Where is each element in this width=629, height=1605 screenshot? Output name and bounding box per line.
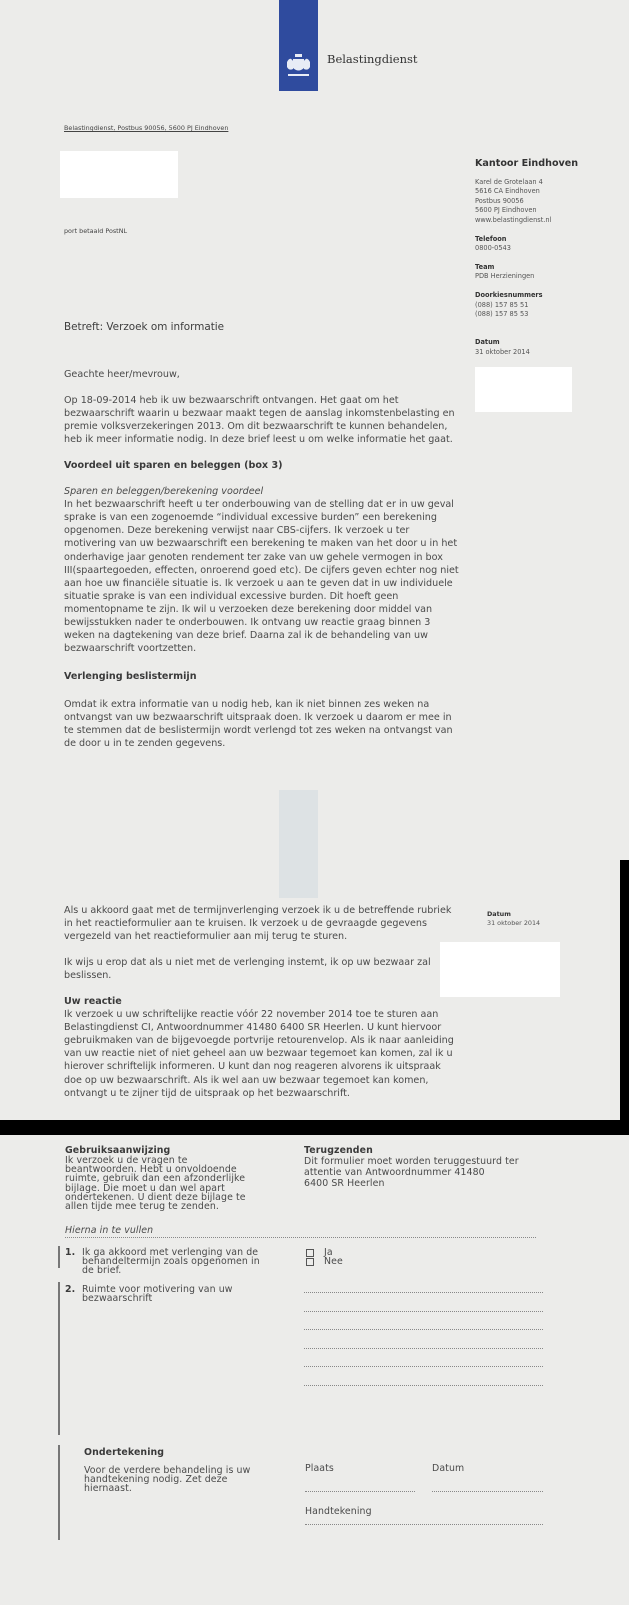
answer-line[interactable] [304, 1366, 543, 1367]
reference-redacted [440, 942, 560, 997]
date: 31 oktober 2014 [487, 919, 541, 927]
sender-block [475, 158, 578, 357]
paragraph-line: beslissen. [64, 970, 112, 982]
address-line: 5616 CA Eindhoven [475, 187, 540, 196]
section-heading: Verlenging beslistermijn [64, 670, 197, 682]
return-line: 6400 SR Heerlen [304, 1178, 385, 1189]
answer-line[interactable] [304, 1292, 543, 1293]
question-number: 2. [65, 1284, 76, 1295]
postage-note: port betaald PostNL [64, 227, 128, 235]
paragraph-line: aan hoe uw financiële situatie is. Ik verzoek u aan te geven dat in uw individuele [64, 577, 453, 589]
team-label: Team [475, 262, 495, 271]
paragraph-line: ontvangt u te zijner tijd de uitspraak op het bezwaarschrift. [64, 1087, 350, 1099]
instruction-line: Ik verzoek u de vragen te [65, 1155, 188, 1166]
reference-redacted [475, 367, 572, 412]
paragraph-line: Als u akkoord gaat met de termijnverlenging verzoek ik u de betreffende rubriek [64, 905, 452, 916]
instructions-heading: Gebruiksaanwijzing [65, 1145, 171, 1156]
paragraph-line: momentopname te zijn. Ik wil u verzoeken deze berekening door middel van [64, 603, 433, 615]
paragraph-line: sprake is van een zogenoemde “individual excessive burden” een berekening [64, 512, 437, 524]
signature-line: hiernaast. [84, 1483, 132, 1495]
checkbox[interactable] [306, 1258, 314, 1266]
phone-label: Telefoon [475, 234, 507, 243]
question-line: Ruimte voor motivering van uw [82, 1284, 233, 1295]
phone: 0800-0543 [475, 243, 511, 252]
paragraph-line: weken na dagtekening van deze brief. Daarna zal ik de behandeling van uw [64, 629, 428, 641]
paragraph-line: vergezeld van het reactieformulier aan mij terug te sturen. [64, 931, 348, 943]
page2-date [487, 910, 540, 928]
answer-line[interactable] [304, 1329, 543, 1330]
logo [279, 0, 318, 91]
paragraph-line: bezwaarschrift voortzetten. [64, 642, 197, 654]
date-label: Datum [475, 338, 500, 347]
question-1 [65, 1248, 260, 1276]
answer-line[interactable] [304, 1311, 543, 1312]
instruction-line: ruimte, gebruik dan een afzonderlijke [65, 1173, 246, 1185]
question-line: Ik ga akkoord met verlenging van de [82, 1247, 259, 1258]
date-label: Datum [487, 910, 511, 918]
office-name: Kantoor Eindhoven [475, 158, 579, 169]
direct-label: Doorkiesnummers [475, 291, 543, 300]
return-line: Dit formulier moet worden teruggestuurd ter [304, 1156, 519, 1167]
subject: Betreft: Verzoek om informatie [64, 321, 225, 333]
date: 31 oktober 2014 [475, 347, 530, 356]
paragraph-line: de door u in te zenden gegevens. [64, 738, 226, 750]
letter-body [64, 368, 459, 750]
question-2 [65, 1285, 233, 1303]
signature-text [84, 1466, 250, 1494]
instruction-line: allen tijde mee terug te zenden. [65, 1201, 219, 1213]
section-subheading: Sparen en beleggen/berekening voordeel [64, 486, 264, 498]
brand-name: Belastingdienst [327, 52, 418, 66]
paragraph-line: Ik wijs u erop dat als u niet met de verlenging instemt, ik op uw bezwaar zal [64, 957, 431, 969]
letter-body-page2 [64, 904, 454, 1100]
scan-edge [620, 860, 629, 1135]
paragraph-line: te stemmen dat de beslistermijn wordt verlengd tot zes weken na ontvangst van [64, 725, 453, 737]
paragraph-line: In het bezwaarschrift heeft u ter onderbouwing van de stelling dat er in uw geval [64, 499, 454, 511]
website: www.belastingdienst.nl [475, 215, 552, 224]
coat-of-arms-icon [279, 0, 318, 91]
question-line: bezwaarschrift [82, 1293, 153, 1305]
option-label: Ja [324, 1247, 333, 1258]
recipient-redacted [60, 151, 178, 198]
paragraph-line: premie volksverzekeringen 2013. Om dit bezwaarschrift te kunnen behandelen, [64, 421, 448, 433]
salutation: Geachte heer/mevrouw, [64, 369, 180, 380]
address-line: 5600 PJ Eindhoven [475, 206, 537, 215]
scan-divider [0, 1120, 629, 1135]
paragraph-line: bezwaarschrift waarin u bezwaar maakt tegen de aanslag inkomstenbelasting en [64, 408, 455, 420]
question-number: 1. [65, 1247, 76, 1258]
return-heading: Terugzenden [304, 1145, 373, 1156]
fill-in-label: Hierna in te vullen [65, 1225, 154, 1236]
return-address: Belastingdienst, Postbus 90056, 5600 PJ Eindhoven [64, 124, 229, 132]
paragraph-line: onderhavige jaar genoten rendement ter zake van uw gehele vermogen in box [64, 551, 443, 563]
address-line: Karel de Grotelaan 4 [475, 178, 543, 186]
answer-line[interactable] [304, 1385, 543, 1386]
divider [65, 1237, 536, 1238]
paragraph-line: III(spaartegoeden, effecten, onroerend goed etc). De cijfers geven echter nog niet [64, 564, 459, 576]
signature-label: Handtekening [305, 1506, 372, 1517]
place-field[interactable] [305, 1491, 415, 1492]
paragraph-line: motivering van uw bezwaarschrift een berekening te maken van het door u in het [64, 538, 458, 550]
return-info [304, 1146, 519, 1189]
paragraph-line: ontvangst van uw bezwaarschrift uitspraak doen. Ik verzoek u daarom er mee in [64, 711, 452, 723]
date-field[interactable] [432, 1491, 543, 1492]
paragraph-line: Op 18-09-2014 heb ik uw bezwaarschrift ontvangen. Het gaat om het [64, 395, 399, 407]
place-label: Plaats [305, 1463, 334, 1474]
signature-line: handtekening nodig. Zet deze [84, 1474, 228, 1486]
paragraph-line: Ik verzoek u uw schriftelijke reactie vóór 22 november 2014 toe te sturen aan [64, 1009, 439, 1021]
direct-number: (088) 157 85 51 [475, 300, 529, 309]
section-heading: Uw reactie [64, 996, 122, 1008]
direct-number: (088) 157 85 53 [475, 309, 529, 318]
option-label: Nee [324, 1256, 343, 1268]
option-nee[interactable] [306, 1257, 343, 1266]
checkbox[interactable] [306, 1249, 314, 1257]
answer-line[interactable] [304, 1348, 543, 1349]
team: PDB Herzieningen [475, 272, 535, 281]
paragraph-line: heb ik meer informatie nodig. In deze brief leest u om welke informatie het gaat. [64, 434, 453, 446]
question-line: behandeltermijn zoals opgenomen in [82, 1256, 260, 1268]
section-bar [58, 1282, 60, 1435]
paragraph-line: opgenomen. Deze berekening verwijst naar CBS-cijfers. Ik verzoek u ter [64, 525, 410, 537]
section-heading: Voordeel uit sparen en beleggen (box 3) [64, 460, 283, 472]
question-line: de brief. [82, 1265, 122, 1277]
instructions [65, 1146, 246, 1211]
instruction-line: beantwoorden. Hebt u onvoldoende [65, 1164, 237, 1176]
address-line: Postbus 90056 [475, 196, 524, 205]
paragraph-line: in het reactieformulier aan te kruisen. Ik verzoek u de gevraagde gegevens [64, 918, 428, 930]
paragraph-line: hierover schriftelijk informeren. U kunt dan nog reageren alvorens ik uitspraak [64, 1061, 441, 1073]
paragraph-line: bewijsstukken nader te onderbouwen. Ik ontvang uw reactie graag binnen 3 [64, 616, 431, 628]
ghost-logo [279, 790, 318, 898]
signature-field[interactable] [305, 1524, 543, 1525]
return-line: attentie van Antwoordnummer 41480 [304, 1167, 485, 1178]
paragraph-line: van uw reactie niet of niet geheel aan uw bezwaar tegemoet kan komen, zal ik u [64, 1048, 453, 1060]
date-label: Datum [432, 1463, 465, 1474]
section-bar [58, 1246, 60, 1268]
signature-line: Voor de verdere behandeling is uw [84, 1465, 251, 1476]
instruction-line: ondertekenen. U dient deze bijlage te [65, 1191, 246, 1203]
signature-heading: Ondertekening [84, 1447, 165, 1458]
paragraph-line: doe op uw bezwaarschrift. Als ik wel aan uw bezwaar tegemoet kan komen, [64, 1074, 429, 1086]
paragraph-line: Belastingdienst CI, Antwoordnummer 41480 6400 SR Heerlen. U kunt hiervoor [64, 1022, 442, 1034]
paragraph-line: gebruikmaken van de bijgevoegde portvrije retourenvelop. Als ik naar aanleiding [64, 1035, 454, 1047]
instruction-line: bijlage. Die moet u dan wel apart [65, 1182, 225, 1194]
paragraph-line: Omdat ik extra informatie van u nodig heb, kan ik niet binnen zes weken na [64, 698, 430, 710]
q1-options [306, 1248, 343, 1266]
paragraph-line: situatie sprake is van een individual excessive burden. Dit hoeft geen [64, 590, 399, 602]
section-bar [58, 1445, 60, 1540]
